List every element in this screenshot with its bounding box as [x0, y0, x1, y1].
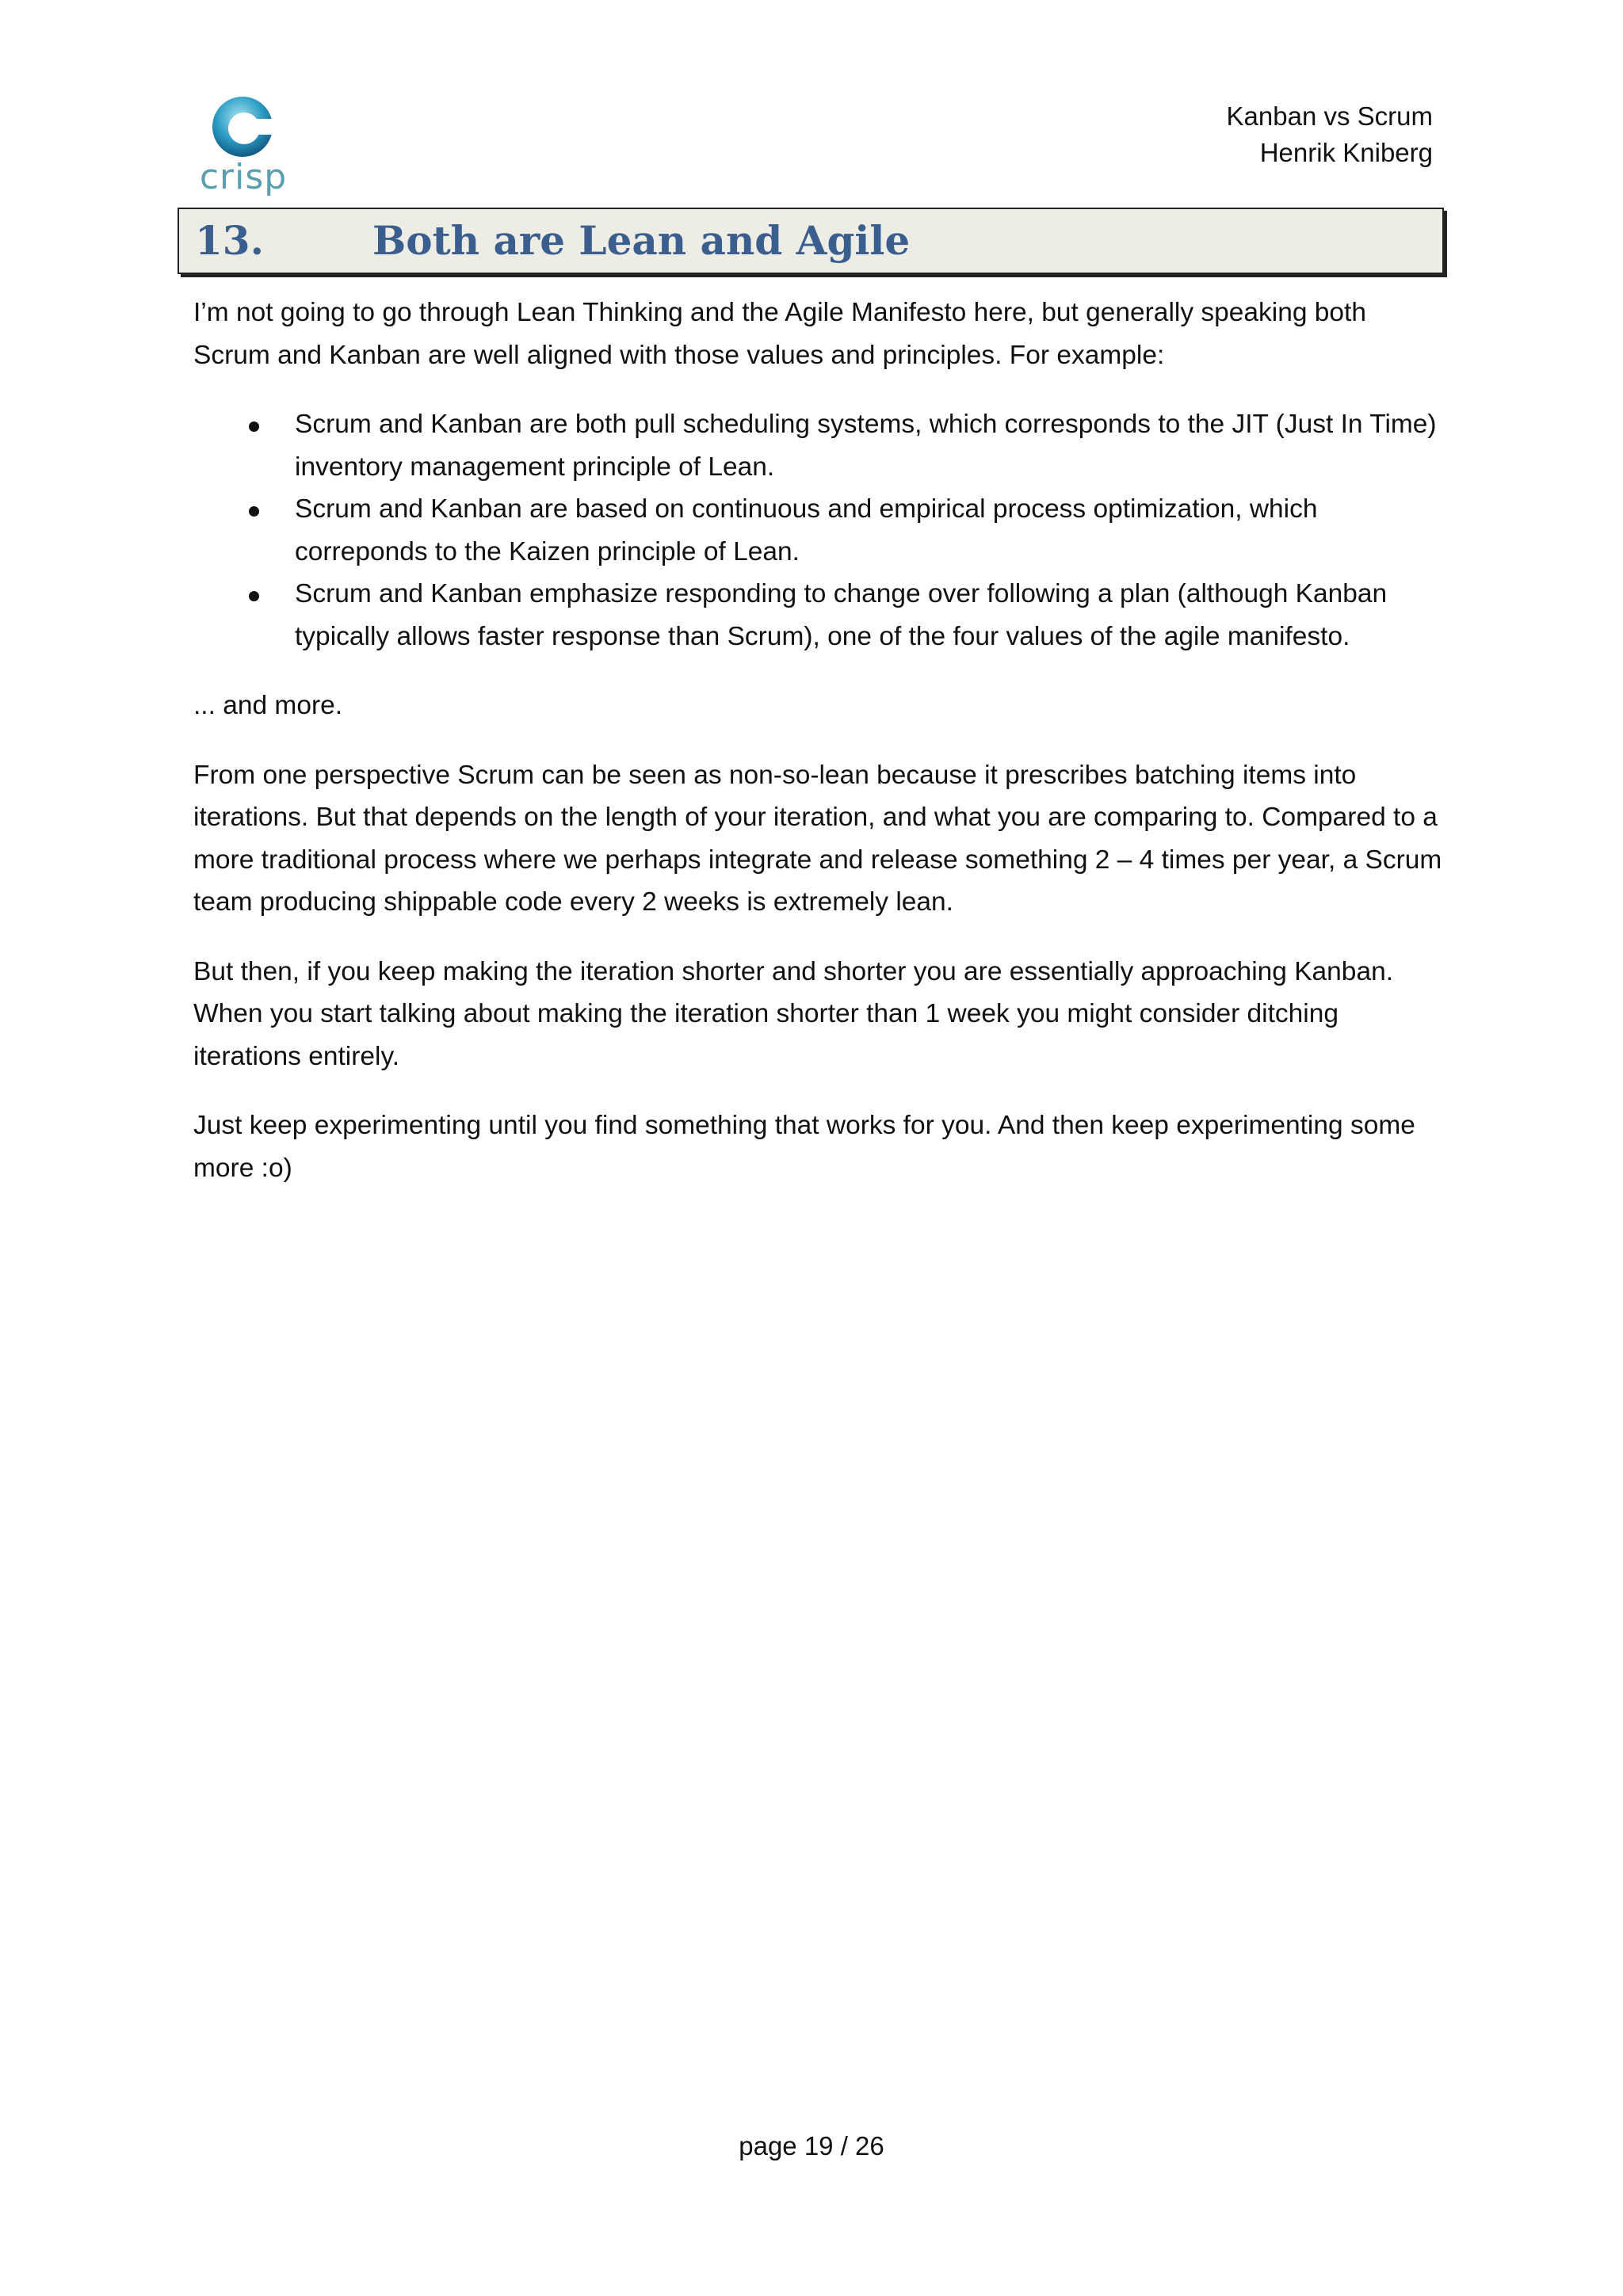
bullet-icon — [249, 421, 259, 432]
crisp-logo — [192, 93, 295, 198]
section-number: 13. — [195, 217, 264, 264]
document-title: Kanban vs Scrum — [1226, 101, 1433, 131]
list-item-text: Scrum and Kanban emphasize responding to change over following a plan (although Kanban typically allows faster response than Scrum), one of the four values of the agile manifesto. — [295, 579, 1388, 651]
paragraph: From one perspective Scrum can be seen as non-so-lean because it prescribes batching items into iterations. But that depends on the length of your iteration, and what you are comparing to. Compared to a more traditional process where we perhaps integrate and release something 2 – 4 times per year, a Scrum team producing shippable code every 2 weeks is extremely lean. — [193, 760, 1442, 917]
section-heading — [178, 208, 1444, 274]
paragraph: But then, if you keep making the iteration shorter and shorter you are essentially approaching Kanban. When you start talking about making the iteration shorter than 1 week you might consider ditching iterations entirely. — [193, 956, 1394, 1071]
list-item — [193, 573, 1445, 658]
bullet-icon — [249, 506, 259, 517]
list-item — [193, 488, 1445, 573]
page-number: page 19 / 26 — [739, 2131, 884, 2161]
list-item-text: Scrum and Kanban are based on continuous and empirical process optimization, which correponds to the Kaizen principle of Lean. — [295, 494, 1318, 566]
crisp-logo-icon — [192, 93, 295, 165]
logo-wordmark: crisp — [199, 157, 288, 197]
and-more-paragraph: ... and more. — [193, 691, 343, 720]
list-item — [193, 403, 1445, 488]
bullet-icon — [249, 591, 259, 601]
document-author: Henrik Kniberg — [1259, 138, 1433, 167]
intro-paragraph: I’m not going to go through Lean Thinking and the Agile Manifesto here, but generally speaking both Scrum and Kanban are well aligned with those values and principles. For example: — [193, 298, 1366, 370]
body-text — [193, 292, 1445, 1216]
list-item-text: Scrum and Kanban are both pull scheduling systems, which corresponds to the JIT (Just In Time) inventory management principle of Lean. — [295, 410, 1437, 482]
bullet-list — [193, 403, 1445, 658]
paragraph: Just keep experimenting until you find something that works for you. And then keep experimenting some more :o) — [193, 1111, 1415, 1183]
running-header — [1227, 98, 1433, 171]
section-title: Both are Lean and Agile — [372, 217, 911, 264]
